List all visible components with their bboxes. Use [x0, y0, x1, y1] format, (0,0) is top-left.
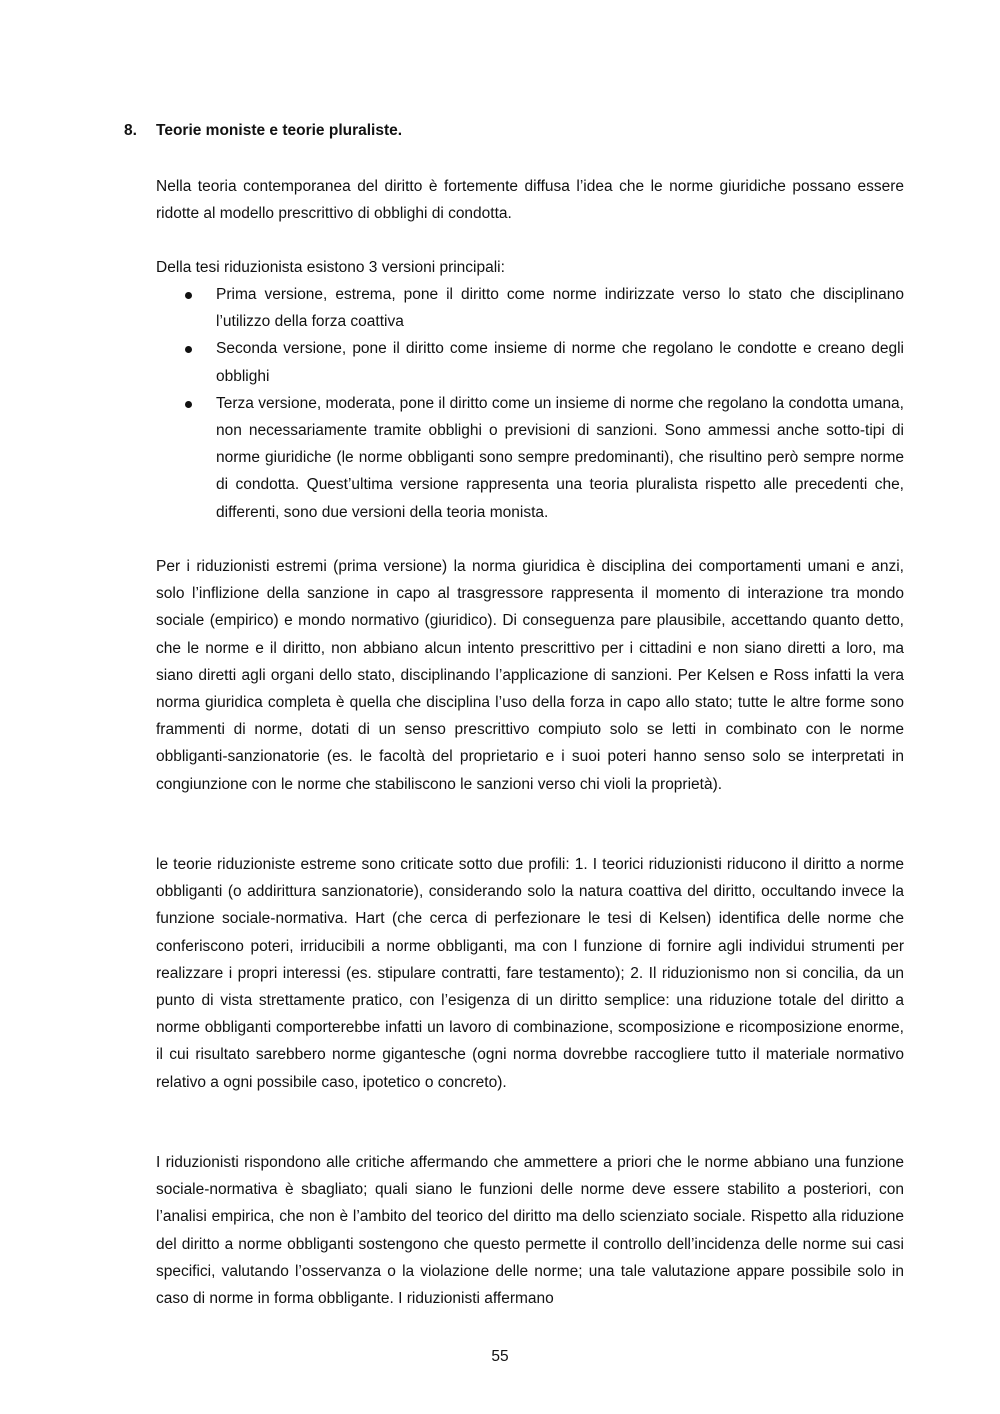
- section-heading: [124, 118, 402, 144]
- bullet-icon: [185, 292, 192, 299]
- paragraph-response: I riduzionisti rispondono alle critiche affermando che ammettere a priori che le norme abbiano una funzione sociale-normativa è sbagliato; quali siano le funzioni delle norme deve essere stabilito a posteriori, con l’analisi empirica, che non è l’ambito del teorico del diritto ma dello scienziato sociale. Rispetto alla riduzione del diritto a norme obbliganti sostengono che questo permette il controllo dell’incidenza delle norme sui casi specifici, valutando l’osservanza o la violazione delle norme; una tale valutazione appare possibile solo in caso di norme in forma obbligante. I riduzionisti affermano: [156, 1154, 904, 1308]
- paragraph-extreme-reductionists: Per i riduzionisti estremi (prima versione) la norma giuridica è disciplina dei comportamenti umani e anzi, solo l’inflizione della sanzione in capo al trasgressore rappresenta il momento di interazione tra mondo sociale (empirico) e mondo normativo (giuridico). Di conseguenza pare plausibile, accettando quanto detto, che le norme e il diritto, non abbiano alcun intento prescrittivo per i cittadini e non siano diretti a loro, ma siano diretti agli organi dello stato, disciplinando l’applicazione di sanzioni. Per Kelsen e Ross infatti la vera norma giuridica completa è quella che disciplina l’uso della forza in capo allo stato; tutte le altre forme sono frammenti di norme, dotati di un senso prescrittivo compiuto solo se letti in combinato con le norme obbliganti-sanzionatorie (es. le facoltà del proprietario e i suoi poteri hanno senso solo se interpretati in congiunzione con le norme che stabiliscono le sanzioni verso chi violi la proprietà).: [156, 558, 904, 793]
- bullet-icon: [185, 401, 192, 408]
- list-item-text: Terza versione, moderata, pone il diritto come un insieme di norme che regolano la condotta umana, non necessariamente tramite obblighi o previsioni di sanzioni. Sono ammessi anche sotto-tipi di norme giuridiche (le norme obbliganti sono sempre predominanti), che risultino però sempre norme di condotta. Quest’ultima versione rappresenta una teoria pluralista rispetto alle precedenti che, differenti, sono due versioni della teoria monista.: [216, 394, 904, 521]
- paragraph-criticism: le teorie riduzioniste estreme sono criticate sotto due profili: 1. I teorici riduzionisti riducono il diritto a norme obbliganti (o addirittura sanzionatorie), considerando solo la natura coattiva del diritto, occultando invece la funzione sociale-normativa. Hart (che cerca di perfezionare le tesi di Kelsen) identifica delle norme che conferiscono poteri, irriducibili a norme obbliganti, ma con l funzione di fornire agli individui strumenti per realizzare i propri interessi (es. stipulare contratti, fare testamento); 2. Il riduzionismo non si concilia, da un punto di vista strettamente pratico, con l’esigenza di un diritto semplice: una riduzione totale del diritto a norme obbliganti comporterebbe infatti un lavoro di combinazione, scomposizione e ricomposizione enorme, il cui risultato sarebbero norme gigantesche (ogni norma dovrebbe raccogliere tutto il materiale normativo relativo a ogni possibile caso, ipotetico o concreto).: [156, 856, 904, 1091]
- bullet-icon: [185, 346, 192, 353]
- list-item: [156, 335, 904, 389]
- list-item: [156, 390, 904, 526]
- paragraph-versions-lead: Della tesi riduzionista esistono 3 versioni principali:: [156, 259, 505, 276]
- list-item-text: Seconda versione, pone il diritto come insieme di norme che regolano le condotte e creano degli obblighi: [216, 340, 904, 385]
- paragraph-intro: Nella teoria contemporanea del diritto è fortemente diffusa l’idea che le norme giuridiche possano essere ridotte al modello prescrittivo di obblighi di condotta.: [156, 178, 904, 223]
- section-number: 8.: [124, 122, 137, 139]
- page-number: 55: [491, 1348, 509, 1365]
- section-title: Teorie moniste e teorie pluraliste.: [156, 122, 403, 139]
- list-item: [156, 281, 904, 335]
- list-item-text: Prima versione, estrema, pone il diritto come norme indirizzate verso lo stato che disciplinano l’utilizzo della forza coattiva: [216, 286, 904, 331]
- versions-list: [156, 281, 904, 526]
